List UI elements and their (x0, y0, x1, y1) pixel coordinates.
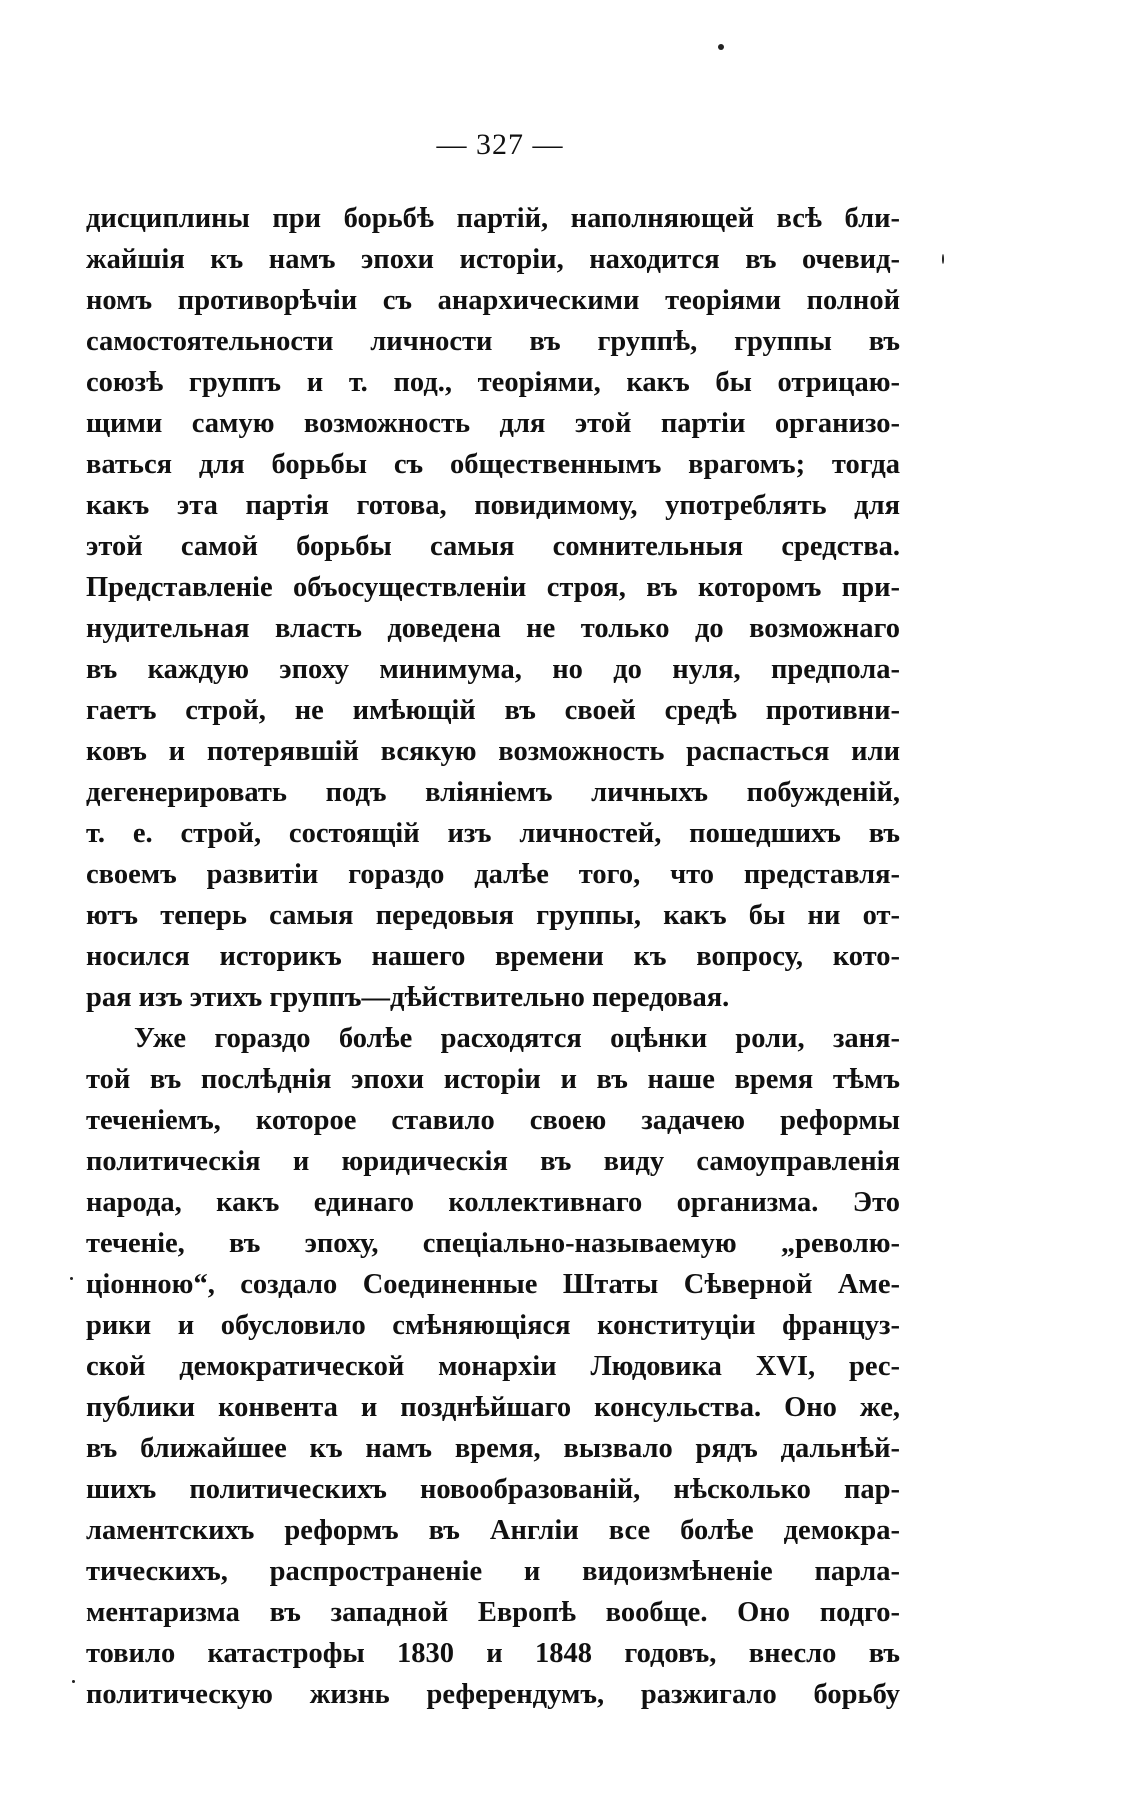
text-line: публики конвента и позднѣйшаго консульства. Оно же, (86, 1392, 900, 1423)
text-line: ской демократической монархіи Людовика XVI, рес- (86, 1351, 900, 1382)
text-line: дегенерировать подъ вліяніемъ личныхъ побужденій, (86, 777, 900, 808)
text-line: шихъ политическихъ новообразованій, нѣсколько пар- (86, 1474, 900, 1505)
text-line: народа, какъ единаго коллективнаго организма. Это (86, 1187, 900, 1218)
body-text (86, 198, 900, 1715)
text-line: самостоятельности личности въ группѣ, группы въ (86, 326, 900, 357)
text-line: тическихъ, распространеніе и видоизмѣненіе парла- (86, 1556, 900, 1587)
text-line: нудительная власть доведена не только до возможнаго (86, 613, 900, 644)
text-line: ламентскихъ реформъ въ Англіи все болѣе демокра- (86, 1515, 900, 1546)
scan-speck (72, 1680, 75, 1683)
page-number: — 327 — (436, 128, 564, 161)
text-line: т. е. строй, состоящій изъ личностей, пошедшихъ въ (86, 818, 900, 849)
text-line: ваться для борьбы съ общественнымъ врагомъ; тогда (86, 449, 900, 480)
text-line: носился историкъ нашего времени къ вопросу, кото- (86, 941, 900, 972)
text-line: своемъ развитіи гораздо далѣе того, что представля- (86, 859, 900, 890)
text-line: Представленіе объосуществленіи строя, въ которомъ при- (86, 572, 900, 603)
text-line: теченіе, въ эпоху, спеціально-называемую „револю- (86, 1228, 900, 1259)
scan-speck (718, 44, 724, 50)
text-line: дисциплины при борьбѣ партій, наполняющей всѣ бли- (86, 203, 900, 234)
text-line: какъ эта партія готова, повидимому, употреблять для (86, 490, 900, 521)
text-line: рики и обусловило смѣняющіяся конституціи француз- (86, 1310, 900, 1341)
text-line: щими самую возможность для этой партіи организо- (86, 408, 900, 439)
text-line: Уже гораздо болѣе расходятся оцѣнки роли, заня- (134, 1023, 900, 1054)
text-line: товило катастрофы 1830 и 1848 годовъ, внесло въ (86, 1638, 900, 1669)
text-line: политическую жизнь референдумъ, разжигало борьбу (86, 1679, 900, 1710)
text-line: этой самой борьбы самыя сомнительныя средства. (86, 531, 900, 562)
text-line: рая изъ этихъ группъ—дѣйствительно передовая. (86, 982, 730, 1013)
scan-speck (942, 254, 944, 264)
text-line: гаетъ строй, не имѣющій въ своей средѣ противни- (86, 695, 900, 726)
text-line: въ каждую эпоху минимума, но до нуля, предпола- (86, 654, 900, 685)
text-line: жайшія къ намъ эпохи исторіи, находится въ очевид- (86, 244, 900, 275)
text-line: въ ближайшее къ намъ время, вызвало рядъ дальнѣй- (86, 1433, 900, 1464)
text-line: ковъ и потерявшій всякую возможность распасться или (86, 736, 900, 767)
text-line: той въ послѣднія эпохи исторіи и въ наше время тѣмъ (86, 1064, 900, 1095)
text-line: ментаризма въ западной Европѣ вообще. Оно подго- (86, 1597, 900, 1628)
text-line: номъ противорѣчіи съ анархическими теоріями полной (86, 285, 900, 316)
text-line: ціонною“, создало Соединенные Штаты Сѣверной Аме- (86, 1269, 900, 1300)
text-line: ютъ теперь самыя передовыя группы, какъ бы ни от- (86, 900, 900, 931)
scan-speck (70, 1277, 73, 1280)
text-line: союзѣ группъ и т. под., теоріями, какъ бы отрицаю- (86, 367, 900, 398)
text-line: теченіемъ, которое ставило своею задачею реформы (86, 1105, 900, 1136)
text-line: политическія и юридическія въ виду самоуправленія (86, 1146, 900, 1177)
